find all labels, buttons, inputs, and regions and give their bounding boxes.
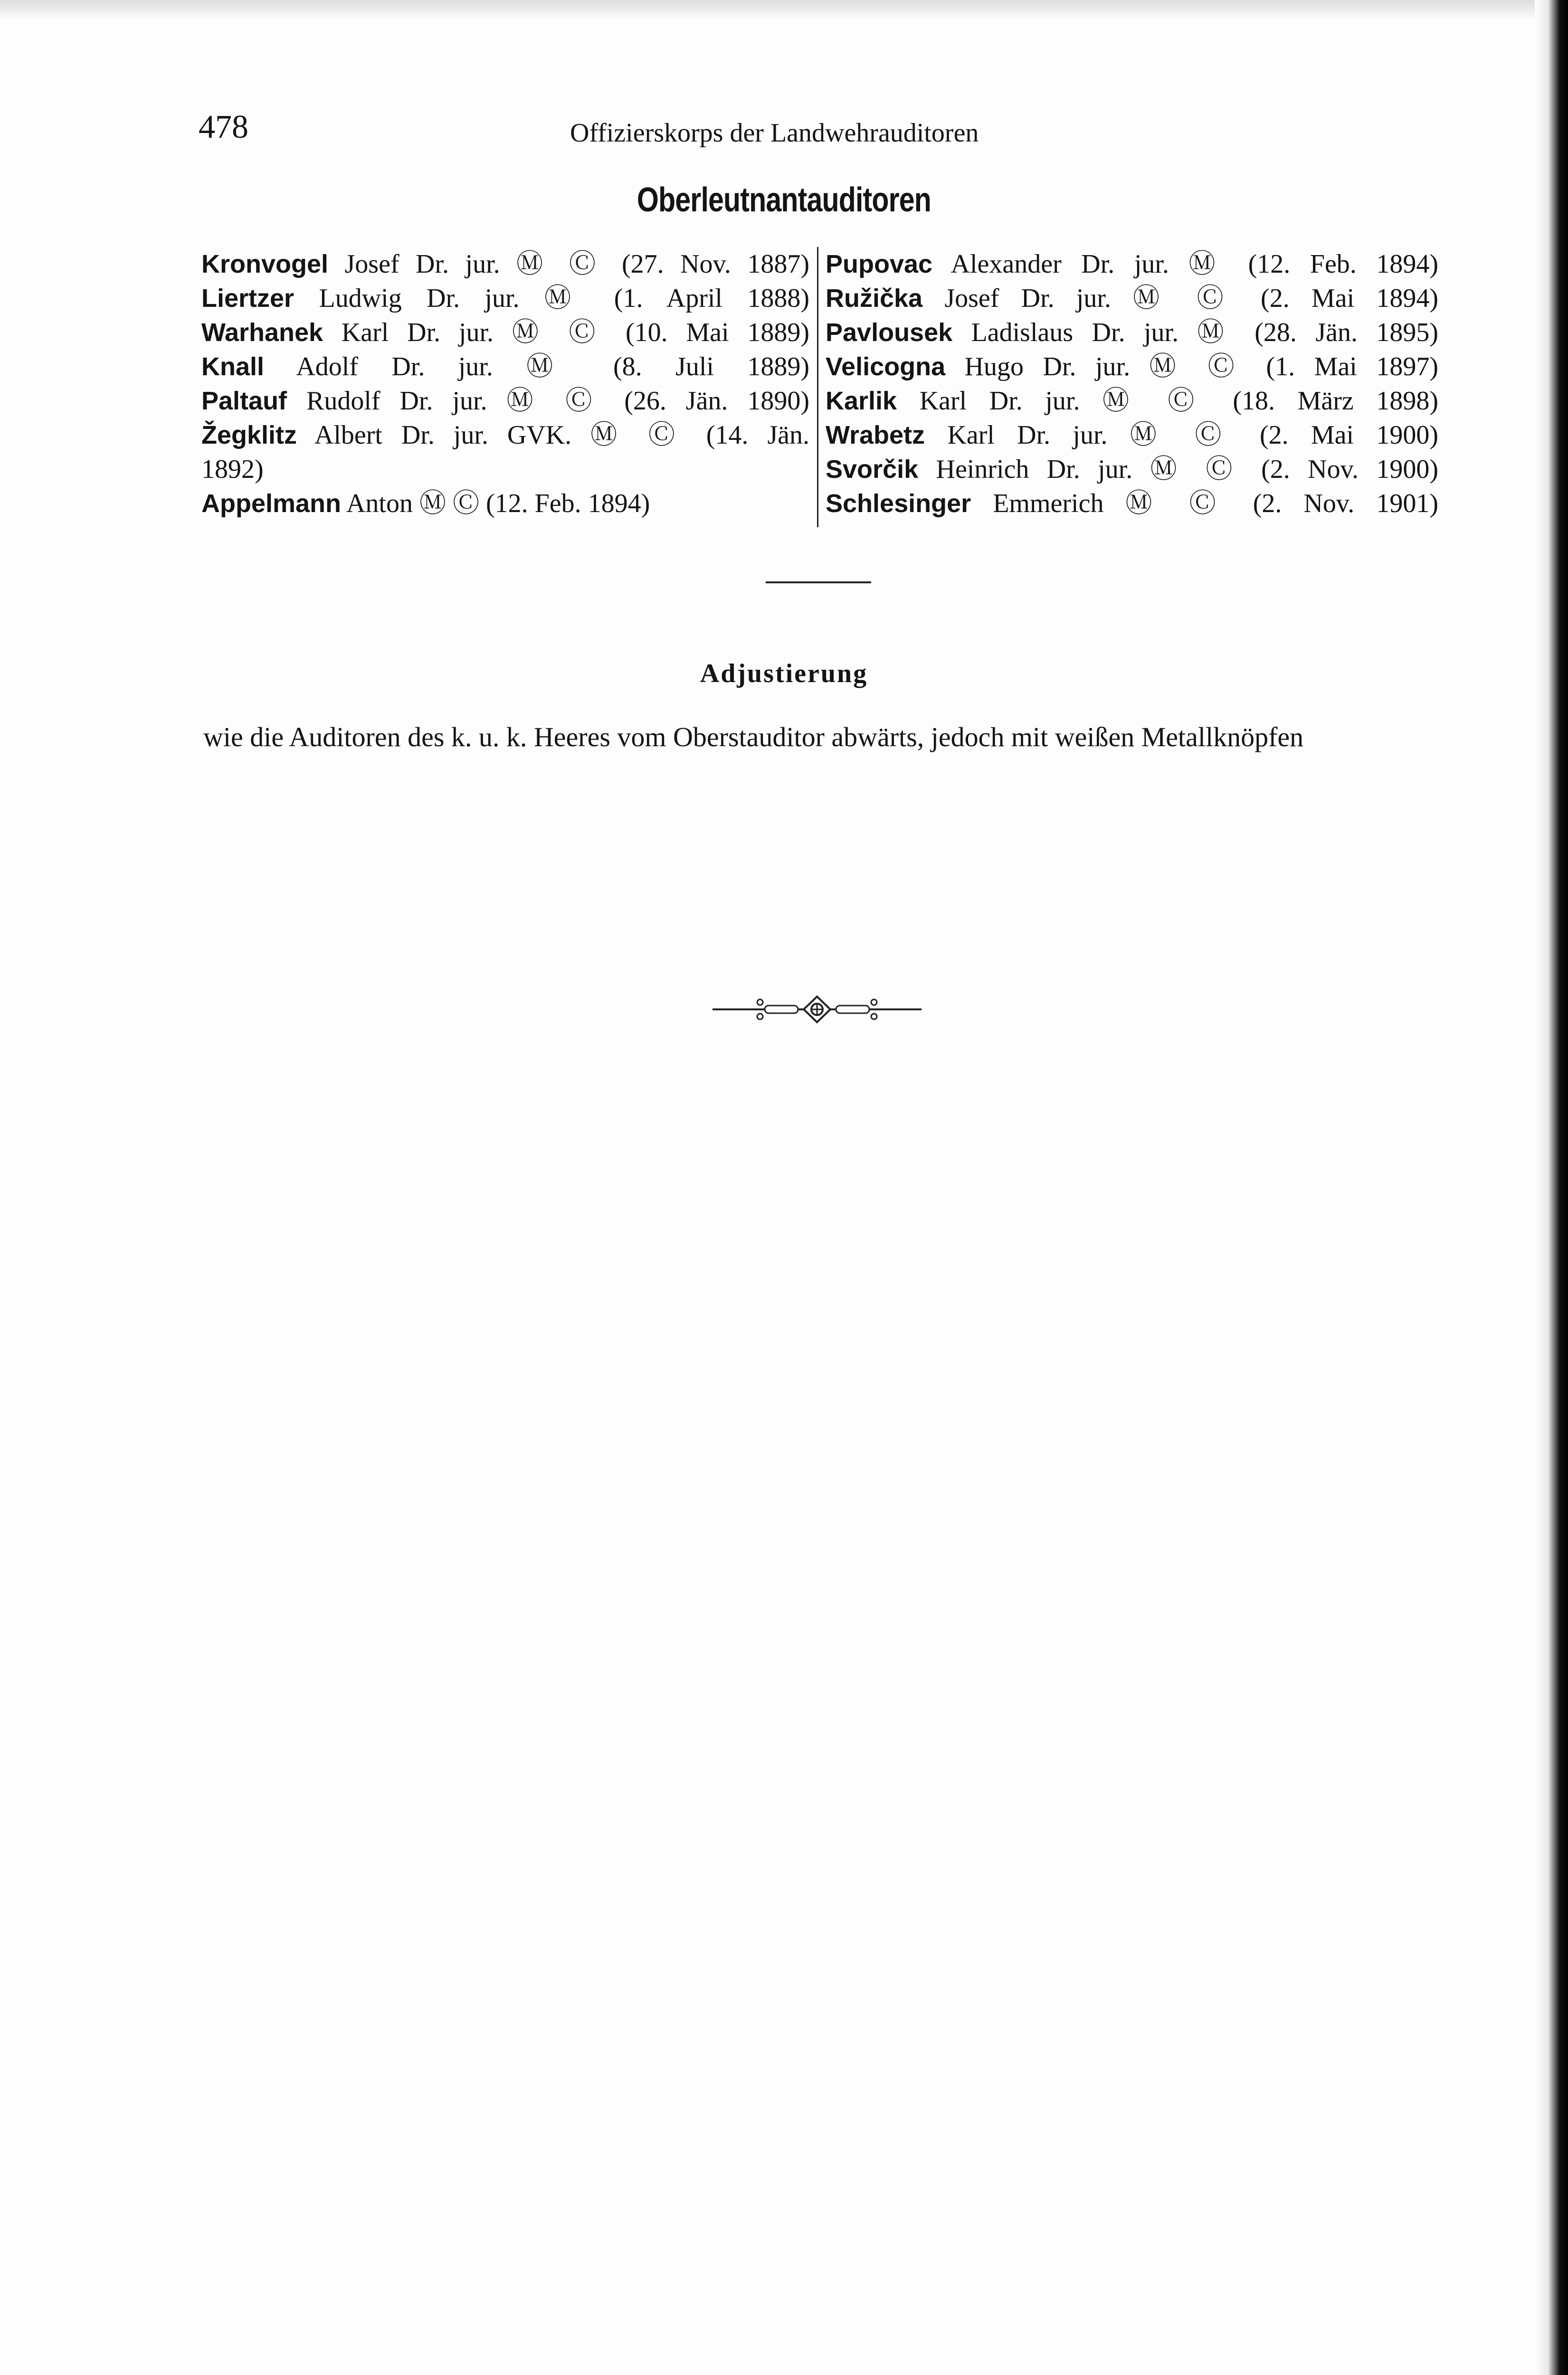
list-item [826,281,1438,315]
officer-surname: Wrabetz [826,421,925,449]
officer-details: Adolf Dr. jur. Ⓜ (8. Juli 1889) [296,352,809,381]
officer-details: Karl Dr. jur. Ⓜ Ⓒ (18. März 1898) [919,386,1439,416]
officer-details: Karl Dr. jur. Ⓜ Ⓒ (10. Mai 1889) [341,318,810,347]
list-item [826,486,1438,521]
decorative-divider-icon [713,993,922,1026]
scan-shadow-right [1535,0,1568,2375]
officer-surname: Žegklitz [201,421,297,449]
officer-details-continuation: 1892) [201,455,264,484]
officer-surname: Pupovac [826,250,933,278]
list-item [826,418,1438,452]
left-column [201,247,809,521]
officer-surname: Paltauf [201,387,287,415]
officer-details: Ludwig Dr. jur. Ⓜ (1. April 1888) [319,284,809,313]
officer-surname: Warhanek [201,318,323,347]
officer-surname: Kronvogel [201,250,329,278]
officer-surname: Liertzer [201,284,295,313]
list-item [201,315,809,350]
page-number: 478 [199,109,248,145]
section-title: Oberleutnantauditoren [637,181,931,219]
officer-surname: Karlik [826,387,897,415]
list-item [826,350,1438,384]
scan-shadow-top [0,0,1568,19]
officer-surname: Pavlousek [826,318,953,347]
officer-details: Heinrich Dr. jur. Ⓜ Ⓒ (2. Nov. 1900) [936,455,1438,484]
officer-surname: Ružička [826,284,923,313]
list-item [201,384,809,418]
officer-surname: Velicogna [826,352,946,381]
list-item [201,350,809,384]
column-divider [817,247,818,527]
section-rule [766,581,871,583]
officer-details: Rudolf Dr. jur. Ⓜ Ⓒ (26. Jän. 1890) [306,386,810,416]
list-item-continuation [201,452,809,486]
list-item [201,486,809,521]
officer-details: Ladislaus Dr. jur. Ⓜ (28. Jän. 1895) [971,318,1439,347]
list-item [201,247,809,281]
subheading: Adjustierung [700,659,868,688]
right-column [826,247,1438,521]
body-text: wie die Auditoren des k. u. k. Heeres vom Oberstauditor abwärts, jedoch mit weißen Metallknöpfen [203,722,1304,752]
running-head: Offizierskorps der Landwehrauditoren [570,118,979,148]
list-item [826,315,1438,350]
list-item [201,418,809,452]
list-item [201,281,809,315]
officer-details: Josef Dr. jur. Ⓜ Ⓒ (2. Mai 1894) [944,284,1438,313]
officer-details: Josef Dr. jur. Ⓜ Ⓒ (27. Nov. 1887) [344,249,809,279]
officer-details: Anton Ⓜ Ⓒ (12. Feb. 1894) [346,489,650,518]
list-item [826,452,1438,486]
officer-surname: Appelmann [201,489,342,518]
officer-details: Emmerich Ⓜ Ⓒ (2. Nov. 1901) [993,489,1439,518]
officer-details: Albert Dr. jur. GVK. Ⓜ Ⓒ (14. Jän. [314,420,809,450]
officer-surname: Knall [201,352,265,381]
list-item [826,384,1438,418]
officer-details: Hugo Dr. jur. Ⓜ Ⓒ (1. Mai 1897) [964,352,1439,381]
officer-surname: Svorčik [826,455,919,484]
officer-details: Alexander Dr. jur. Ⓜ (12. Feb. 1894) [950,249,1438,279]
list-item [826,247,1438,281]
officer-surname: Schlesinger [826,489,971,518]
officer-details: Karl Dr. jur. Ⓜ Ⓒ (2. Mai 1900) [947,420,1439,450]
